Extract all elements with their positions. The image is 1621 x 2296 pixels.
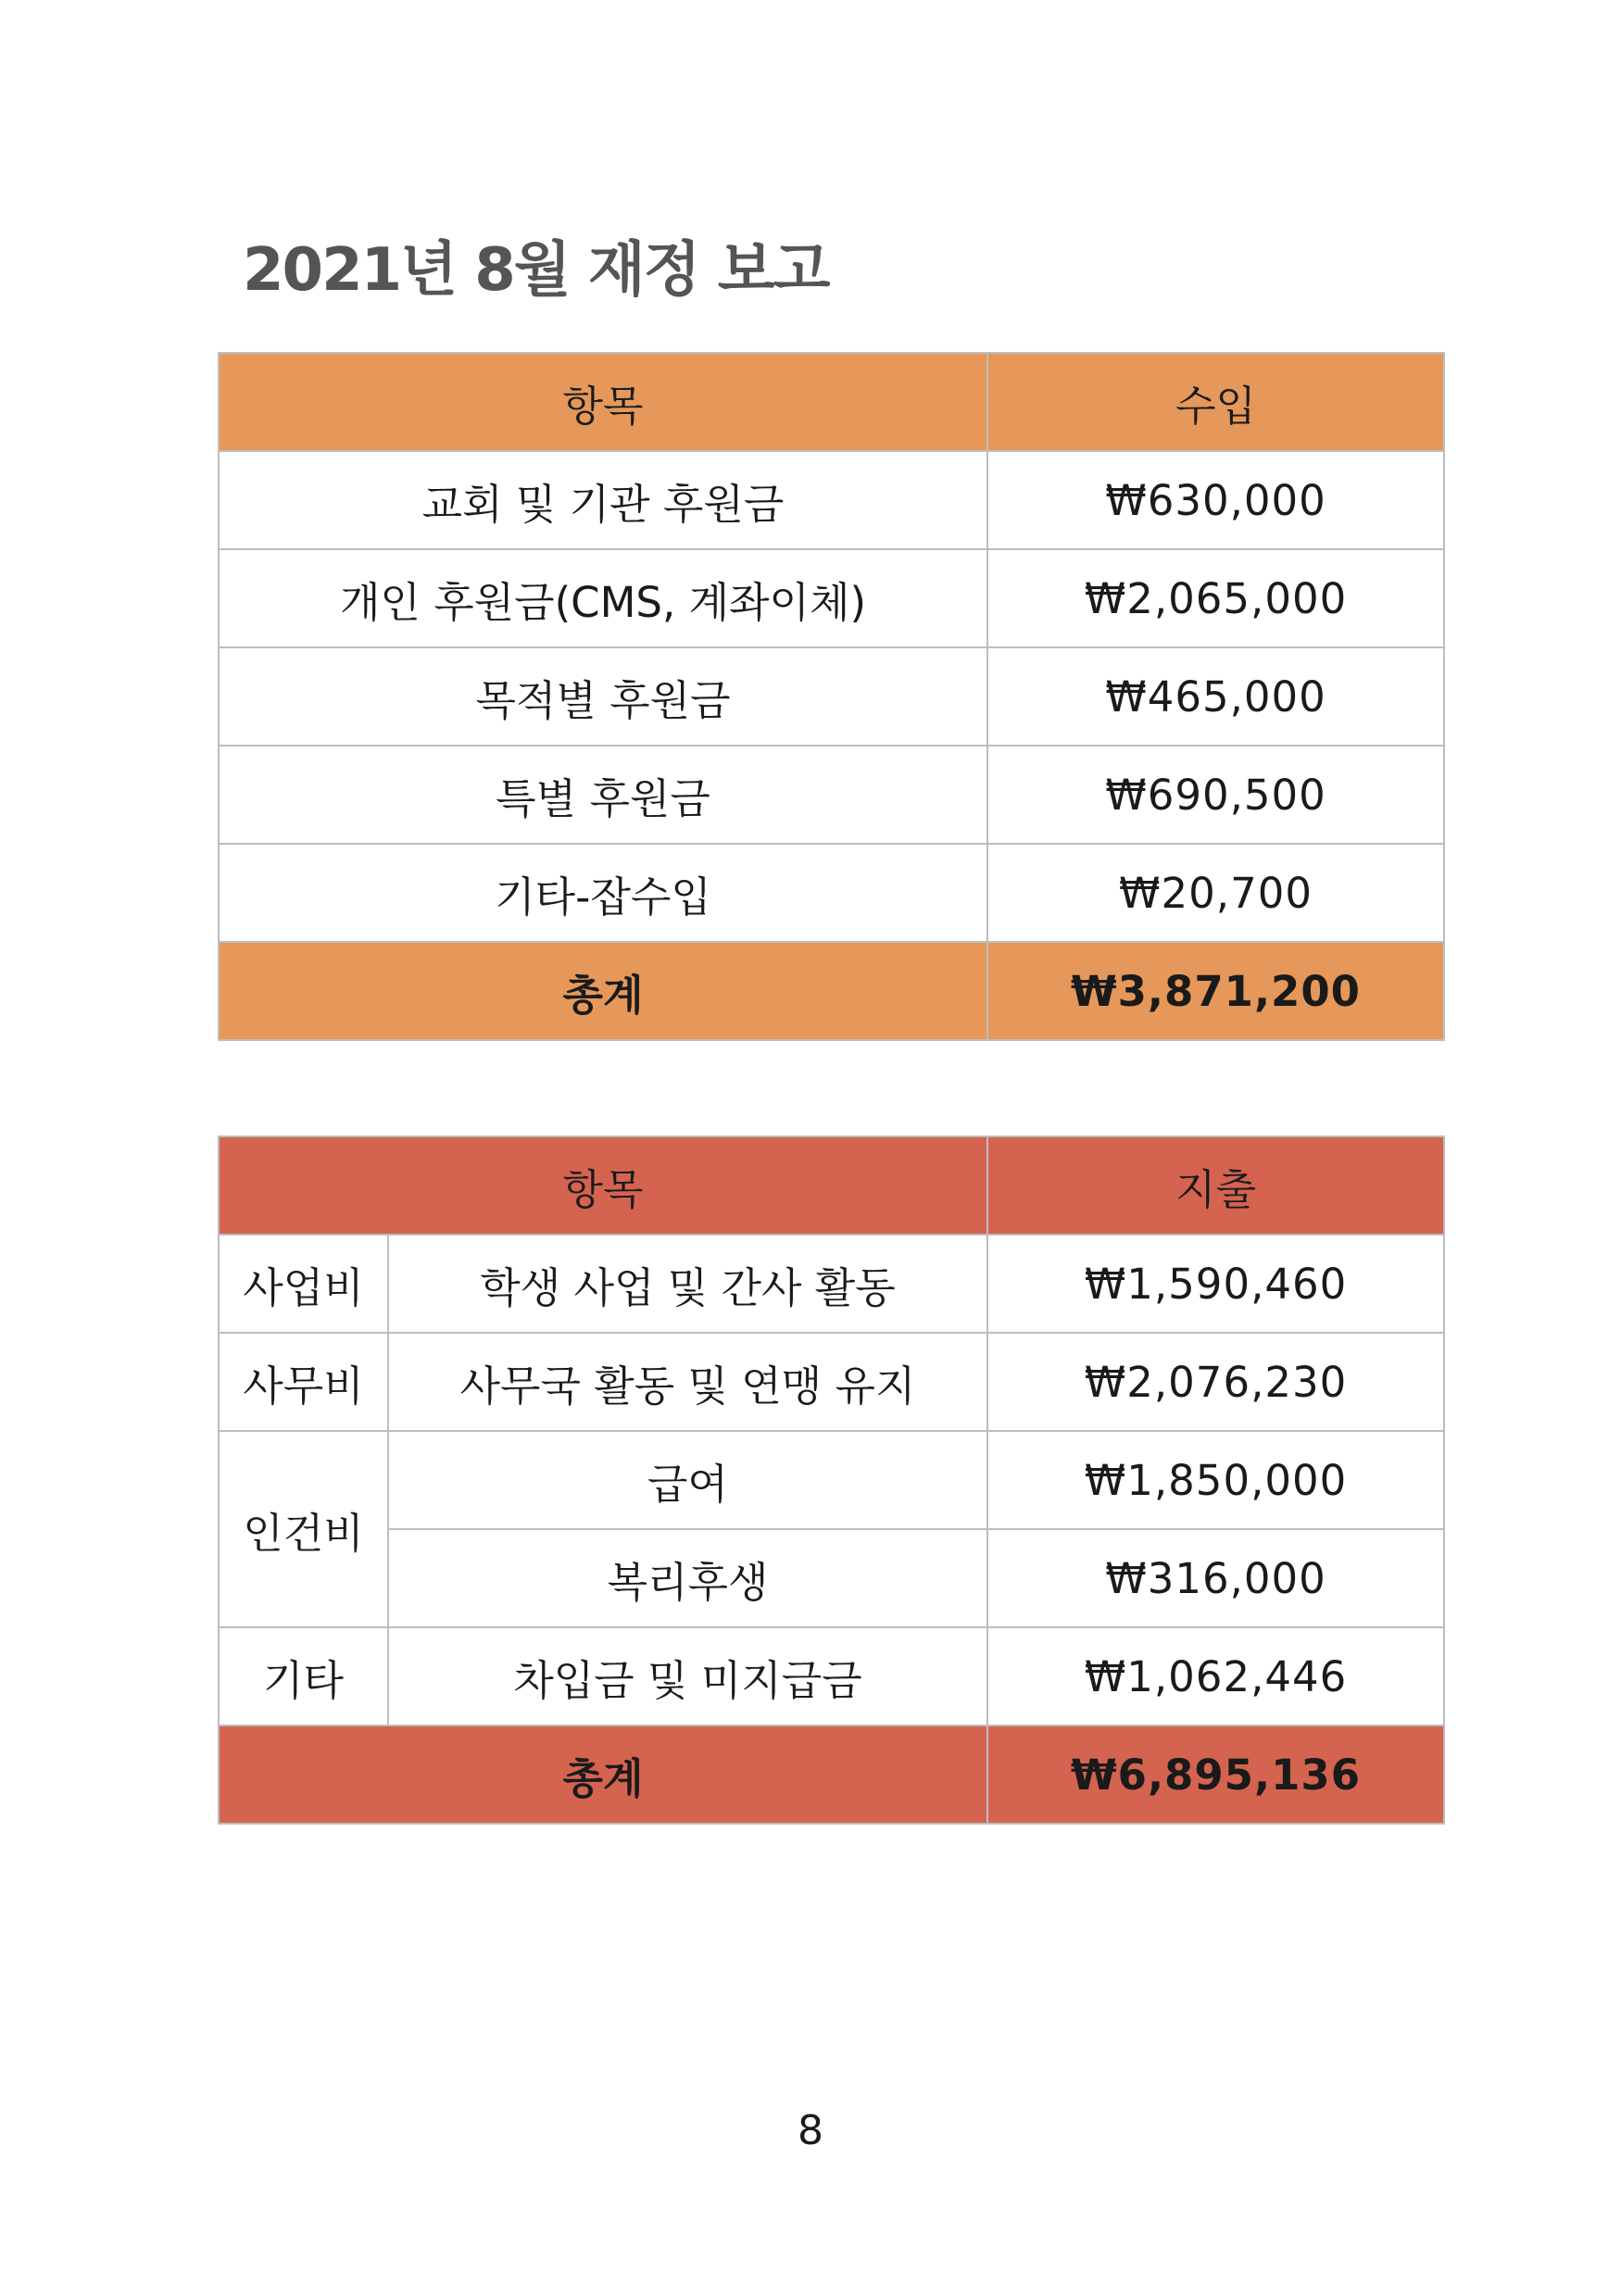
income-row xyxy=(219,451,1444,549)
income-item: 기타-잡수입 xyxy=(219,844,987,942)
income-header-row xyxy=(219,353,1444,451)
expense-category: 사무비 xyxy=(219,1333,388,1431)
expense-amount: ₩1,062,446 xyxy=(987,1627,1444,1725)
expense-row xyxy=(219,1431,1444,1529)
income-item: 교회 및 기관 후원금 xyxy=(219,451,987,549)
expense-total-row xyxy=(219,1725,1444,1824)
expense-row xyxy=(219,1333,1444,1431)
income-item: 특별 후원금 xyxy=(219,746,987,844)
expense-header-item: 항목 xyxy=(219,1136,987,1235)
expense-header-row xyxy=(219,1136,1444,1235)
income-amount: ₩2,065,000 xyxy=(987,549,1444,647)
income-amount: ₩690,500 xyxy=(987,746,1444,844)
page-number: 8 xyxy=(798,2107,823,2154)
income-row xyxy=(219,549,1444,647)
expense-item: 차입금 및 미지급금 xyxy=(388,1627,987,1725)
expense-item: 복리후생 xyxy=(388,1529,987,1627)
income-amount: ₩20,700 xyxy=(987,844,1444,942)
expense-total-label: 총계 xyxy=(219,1725,987,1824)
income-total-amount: ₩3,871,200 xyxy=(987,942,1444,1040)
expense-row xyxy=(219,1529,1444,1627)
expense-category: 인건비 xyxy=(219,1431,388,1627)
expense-amount: ₩2,076,230 xyxy=(987,1333,1444,1431)
income-row xyxy=(219,844,1444,942)
income-item: 개인 후원금(CMS, 계좌이체) xyxy=(219,549,987,647)
page-title: 2021년 8월 재정 보고 xyxy=(243,236,829,305)
expense-table xyxy=(218,1135,1445,1825)
expense-item: 학생 사업 및 간사 활동 xyxy=(388,1235,987,1333)
expense-item: 사무국 활동 및 연맹 유지 xyxy=(388,1333,987,1431)
income-row xyxy=(219,746,1444,844)
income-amount: ₩630,000 xyxy=(987,451,1444,549)
income-header-item: 항목 xyxy=(219,353,987,451)
income-table xyxy=(218,352,1445,1041)
expense-header-amount: 지출 xyxy=(987,1136,1444,1235)
income-total-row xyxy=(219,942,1444,1040)
income-row xyxy=(219,647,1444,746)
expense-amount: ₩1,590,460 xyxy=(987,1235,1444,1333)
income-item: 목적별 후원금 xyxy=(219,647,987,746)
expense-category: 기타 xyxy=(219,1627,388,1725)
expense-category: 사업비 xyxy=(219,1235,388,1333)
expense-total-amount: ₩6,895,136 xyxy=(987,1725,1444,1824)
income-header-amount: 수입 xyxy=(987,353,1444,451)
income-amount: ₩465,000 xyxy=(987,647,1444,746)
expense-item: 급여 xyxy=(388,1431,987,1529)
income-total-label: 총계 xyxy=(219,942,987,1040)
expense-row xyxy=(219,1627,1444,1725)
expense-amount: ₩316,000 xyxy=(987,1529,1444,1627)
expense-amount: ₩1,850,000 xyxy=(987,1431,1444,1529)
expense-row xyxy=(219,1235,1444,1333)
